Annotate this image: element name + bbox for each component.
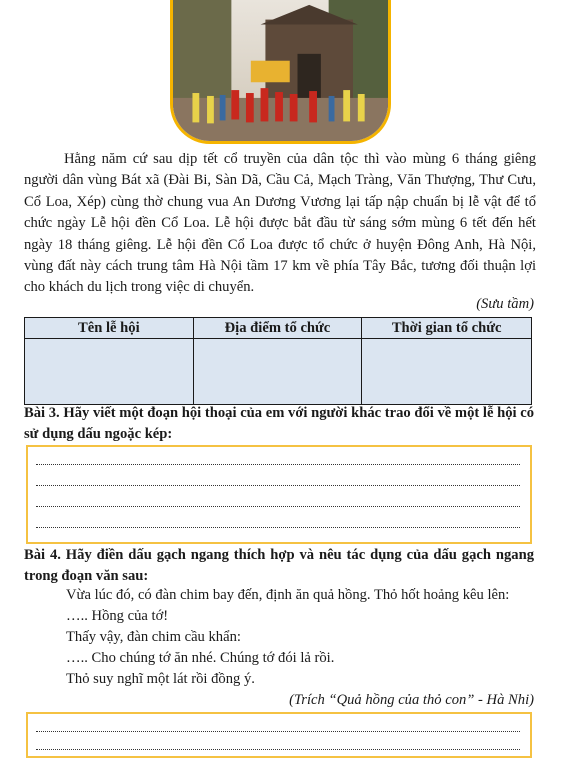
- table-header: Thời gian tổ chức: [362, 318, 532, 339]
- answer-cell-name[interactable]: [25, 339, 194, 405]
- dotted-line: [36, 485, 520, 486]
- festival-table: [24, 317, 532, 405]
- story-line: ….. Cho chúng tớ ăn nhé. Chúng tớ đói lả rồi.: [66, 650, 335, 666]
- story-line: Thấy vậy, đàn chim cầu khẩn:: [66, 629, 241, 645]
- passage-source: (Sưu tầm): [476, 296, 534, 312]
- dotted-line: [36, 749, 520, 750]
- bai4-heading: Bài 4. Hãy điền dấu gạch ngang thích hợp và nêu tác dụng của dấu gạch ngang trong đoạn văn sau:: [24, 547, 534, 584]
- answer-cell-location[interactable]: [193, 339, 362, 405]
- dotted-line: [36, 731, 520, 732]
- story-line: ….. Hồng của tớ!: [66, 608, 169, 624]
- table-header: Địa điểm tổ chức: [193, 318, 362, 339]
- festival-photo: [170, 0, 391, 144]
- answer-cell-time[interactable]: [362, 339, 532, 405]
- bai3-heading: Bài 3. Hãy viết một đoạn hội thoại của em với người khác trao đổi về một lễ hội có sử dụng dấu ngoặc kép:: [24, 405, 534, 442]
- passage-text: Hằng năm cứ sau dịp tết cổ truyền của dân tộc thì vào mùng 6 tháng giêng người dân vùng Bát xã (Đài Bi, Sàn Dã, Cầu Cả, Mạch Tràng, Văn Thượng, Thư Cưu, Cổ Loa, Xép) cùng thờ chung vua An Dương Vương lại tấp nập chuẩn bị lễ vật để tổ chức ngày Lễ hội đền Cổ Loa. Lễ hội được bắt đầu từ sáng sớm mùng 6 tết đến hết ngày 18 tháng giêng. Lễ hội đền Cổ Loa được tổ chức ở huyện Đông Anh, Hà Nội, vùng đất này cách trung tâm Hà Nội tầm 17 km về phía Tây Bắc, tương đối thuận lợi cho khách du lịch trong việc di chuyển.: [24, 151, 536, 296]
- dotted-line: [36, 506, 520, 507]
- table-header: Tên lễ hội: [25, 318, 194, 339]
- dotted-line: [36, 464, 520, 465]
- story-line: Thỏ suy nghĩ một lát rồi đồng ý.: [66, 671, 255, 687]
- bai3-answer-box[interactable]: [26, 445, 532, 544]
- story-source: (Trích “Quả hồng của thỏ con” - Hà Nhi): [289, 692, 534, 708]
- story-line: Vừa lúc đó, có đàn chim bay đến, định ăn quả hồng. Thỏ hốt hoảng kêu lên:: [66, 587, 510, 603]
- bai4-answer-box[interactable]: [26, 712, 532, 758]
- dotted-line: [36, 527, 520, 528]
